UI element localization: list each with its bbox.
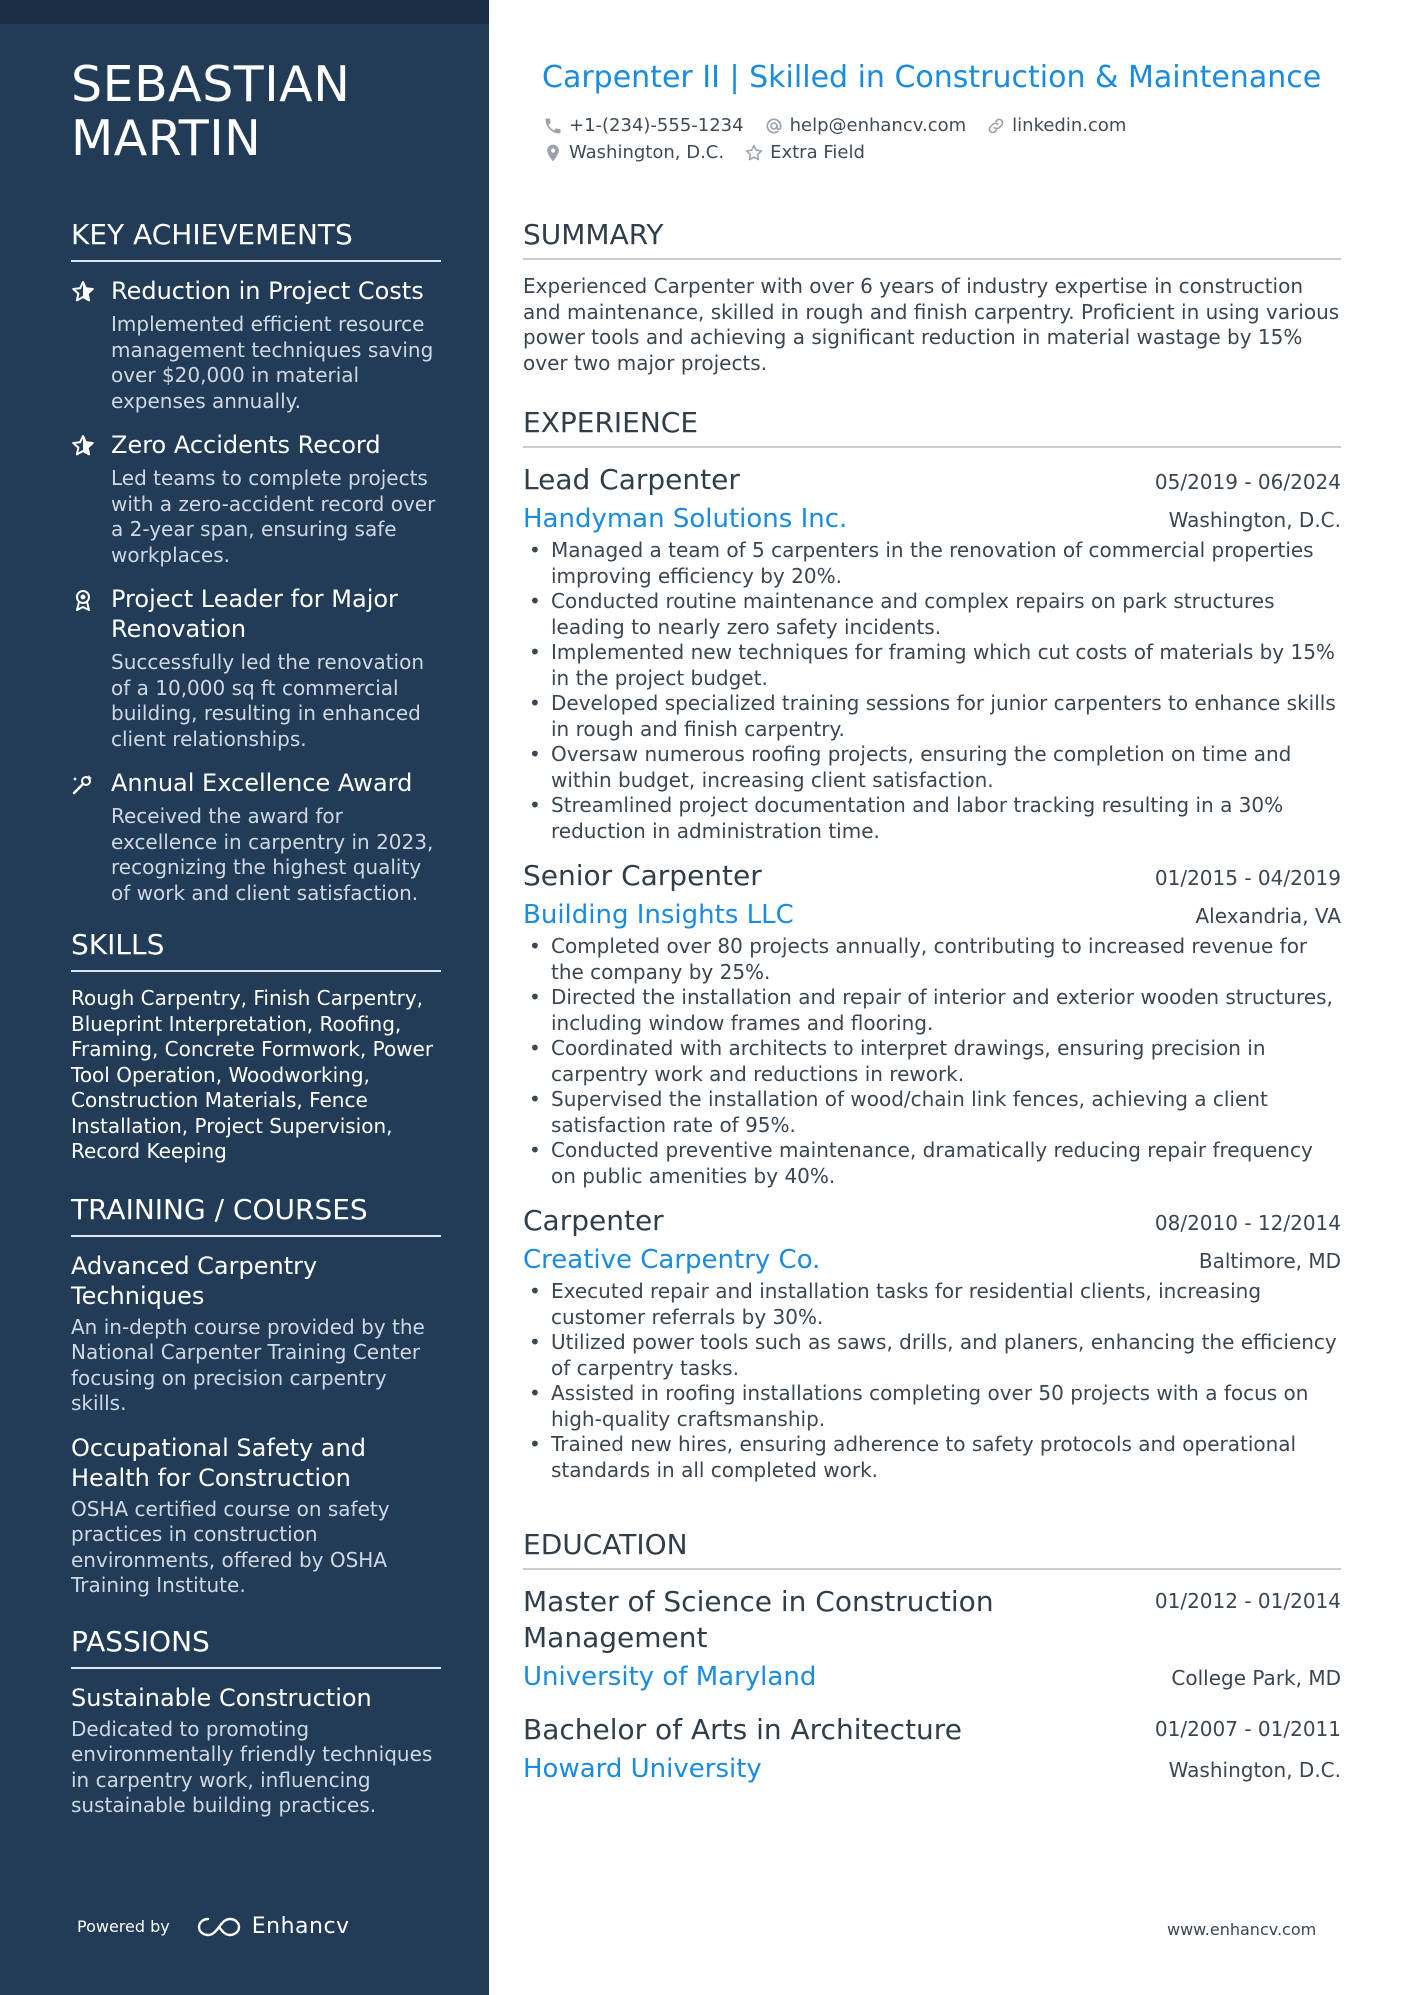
bullet-item: • Developed specialized training sessions for junior carpenters to enhance skills in rough and finish carpentry. <box>523 691 1341 742</box>
email-text: help@enhancv.com <box>789 115 967 136</box>
achievement-item <box>71 276 441 414</box>
job-location: Washington, D.C. <box>1168 508 1341 532</box>
achievement-item <box>71 768 441 906</box>
training-heading: TRAINING / COURSES <box>71 1193 441 1237</box>
course-item <box>71 1433 441 1599</box>
bullet-item: • Managed a team of 5 carpenters in the renovation of commercial properties improving efficiency by 20%. <box>523 538 1341 589</box>
link-icon <box>986 116 1006 136</box>
job-company: Handyman Solutions Inc. <box>523 504 848 534</box>
bullet-item: • Completed over 80 projects annually, contributing to increased revenue for the company by 25%. <box>523 934 1341 985</box>
achievement-description: Led teams to complete projects with a zero-accident record over a 2-year span, ensuring safe workplaces. <box>111 466 436 567</box>
degree-title: Master of Science in Construction Management <box>523 1585 994 1654</box>
job-entry <box>523 1203 1341 1483</box>
course-title: Advanced Carpentry Techniques <box>71 1251 318 1310</box>
job-location: Alexandria, VA <box>1195 904 1341 928</box>
last-name: MARTIN <box>71 110 262 167</box>
school-location: College Park, MD <box>1171 1666 1341 1690</box>
job-dates: 01/2015 - 04/2019 <box>1154 866 1341 890</box>
school-name: Howard University <box>523 1754 762 1784</box>
link-contact[interactable] <box>986 115 1126 136</box>
phone-icon <box>543 116 563 136</box>
education-heading: EDUCATION <box>523 1528 1341 1570</box>
job-bullets <box>523 538 1341 844</box>
bullet-item: • Conducted preventive maintenance, dramatically reducing repair frequency on public amenities by 40%. <box>523 1138 1341 1189</box>
skills-list: Rough Carpentry, Finish Carpentry, Blueprint Interpretation, Roofing, Framing, Concrete Formwork, Power Tool Operation, Woodworking, Construction Materials, Fence Installation, Project Supervision, Record Keeping <box>71 986 434 1163</box>
job-company: Building Insights LLC <box>523 900 794 930</box>
medal-icon <box>71 584 111 752</box>
powered-by-brand: Enhancv <box>251 1914 350 1939</box>
location-text: Washington, D.C. <box>569 142 725 163</box>
bullet-item: • Oversaw numerous roofing projects, ensuring the completion on time and within budget, increasing client satisfaction. <box>523 742 1341 793</box>
bullet-item: • Coordinated with architects to interpret drawings, ensuring precision in carpentry work and reductions in rework. <box>523 1036 1341 1087</box>
education-entry <box>523 1712 1341 1786</box>
trophy-icon <box>71 768 111 906</box>
enhancv-logo-icon <box>196 1915 242 1939</box>
bullet-item: • Executed repair and installation tasks for residential clients, increasing customer referrals by 30%. <box>523 1279 1341 1330</box>
contact-info <box>543 112 1323 166</box>
passion-title: Sustainable Construction <box>71 1683 372 1712</box>
email-contact[interactable] <box>764 115 967 136</box>
job-location: Baltimore, MD <box>1198 1249 1341 1273</box>
powered-by-label: Powered by <box>77 1917 170 1936</box>
star-icon <box>71 430 111 568</box>
sidebar <box>0 0 489 1995</box>
achievement-description: Implemented efficient resource management techniques saving over $20,000 in material expenses annually. <box>111 312 434 413</box>
passions-section <box>71 1625 441 1819</box>
phone-text: +1-(234)-555-1234 <box>569 115 744 136</box>
achievement-title: Project Leader for Major Renovation <box>111 585 398 643</box>
location-contact <box>543 142 724 163</box>
job-entry <box>523 462 1341 844</box>
passions-heading: PASSIONS <box>71 1625 441 1669</box>
first-name: SEBASTIAN <box>71 56 351 113</box>
candidate-name <box>71 58 441 166</box>
course-description: OSHA certified course on safety practices in construction environments, offered by OSHA Training Institute. <box>71 1496 390 1597</box>
school-location: Washington, D.C. <box>1168 1758 1341 1782</box>
course-title: Occupational Safety and Health for Construction <box>71 1433 366 1492</box>
bullet-item: • Implemented new techniques for framing which cut costs of materials by 15% in the project budget. <box>523 640 1341 691</box>
location-pin-icon <box>543 143 563 163</box>
experience-heading: EXPERIENCE <box>523 406 1341 448</box>
star-icon <box>71 276 111 414</box>
passion-item <box>71 1683 441 1819</box>
summary-text: Experienced Carpenter with over 6 years of industry expertise in construction and maintenance, skilled in rough and finish carpentry. Proficient in using various power tools and achieving a significant reduction in material wastage by 15% over two major projects. <box>523 274 1340 375</box>
job-entry <box>523 858 1341 1189</box>
sidebar-top-bar <box>0 0 489 24</box>
job-title: Carpenter <box>523 1204 664 1237</box>
achievement-title: Zero Accidents Record <box>111 431 381 459</box>
skills-section <box>71 928 441 1165</box>
education-dates: 01/2012 - 01/2014 <box>1154 1589 1341 1613</box>
bullet-item: • Streamlined project documentation and labor tracking resulting in a 30% reduction in administration time. <box>523 793 1341 844</box>
summary-heading: SUMMARY <box>523 218 1341 260</box>
achievement-item <box>71 430 441 568</box>
bullet-item: • Conducted routine maintenance and complex repairs on park structures leading to nearly zero safety incidents. <box>523 589 1341 640</box>
achievement-description: Received the award for excellence in carpentry in 2023, recognizing the highest quality of work and client satisfaction. <box>111 804 434 905</box>
link-text: linkedin.com <box>1012 115 1127 136</box>
job-dates: 08/2010 - 12/2014 <box>1154 1211 1341 1235</box>
training-section <box>71 1193 441 1599</box>
key-achievements-section <box>71 218 441 906</box>
bullet-item: • Utilized power tools such as saws, drills, and planers, enhancing the efficiency of carpentry tasks. <box>523 1330 1341 1381</box>
bullet-item: • Trained new hires, ensuring adherence to safety protocols and operational standards in all completed work. <box>523 1432 1341 1483</box>
education-section <box>523 1528 1341 1804</box>
achievement-title: Annual Excellence Award <box>111 769 413 797</box>
job-title: Senior Carpenter <box>523 859 762 892</box>
summary-section <box>523 218 1341 376</box>
job-company: Creative Carpentry Co. <box>523 1245 821 1275</box>
at-icon <box>764 116 784 136</box>
job-bullets <box>523 1279 1341 1483</box>
course-description: An in-depth course provided by the National Carpenter Training Center focusing on precision carpentry skills. <box>71 1314 425 1415</box>
achievement-item <box>71 584 441 752</box>
phone-contact[interactable] <box>543 115 744 136</box>
bullet-item: • Directed the installation and repair of interior and exterior wooden structures, including window frames and flooring. <box>523 985 1341 1036</box>
education-entry <box>523 1584 1341 1694</box>
education-dates: 01/2007 - 01/2011 <box>1154 1717 1341 1741</box>
achievement-description: Successfully led the renovation of a 10,000 sq ft commercial building, resulting in enhanced client relationships. <box>111 650 425 751</box>
headline: Carpenter II | Skilled in Construction & Maintenance <box>542 60 1322 95</box>
school-name: University of Maryland <box>523 1662 817 1692</box>
bullet-item: • Supervised the installation of wood/chain link fences, achieving a client satisfaction rate of 95%. <box>523 1087 1341 1138</box>
passion-description: Dedicated to promoting environmentally friendly techniques in carpentry work, influencing sustainable building practices. <box>71 1716 433 1817</box>
degree-title: Bachelor of Arts in Architecture <box>523 1713 962 1746</box>
course-item <box>71 1251 441 1417</box>
skills-heading: SKILLS <box>71 928 441 972</box>
achievement-title: Reduction in Project Costs <box>111 277 424 305</box>
powered-by[interactable] <box>77 1914 350 1939</box>
job-title: Lead Carpenter <box>523 463 740 496</box>
experience-section <box>523 406 1341 1497</box>
extra-field-text: Extra Field <box>770 142 865 163</box>
bullet-item: • Assisted in roofing installations completing over 50 projects with a focus on high-quality craftsmanship. <box>523 1381 1341 1432</box>
extra-field-contact <box>744 142 865 163</box>
footer-website-link[interactable]: www.enhancv.com <box>1167 1920 1317 1939</box>
star-outline-icon <box>744 143 764 163</box>
job-bullets <box>523 934 1341 1189</box>
job-dates: 05/2019 - 06/2024 <box>1154 470 1341 494</box>
key-achievements-heading: KEY ACHIEVEMENTS <box>71 218 441 262</box>
